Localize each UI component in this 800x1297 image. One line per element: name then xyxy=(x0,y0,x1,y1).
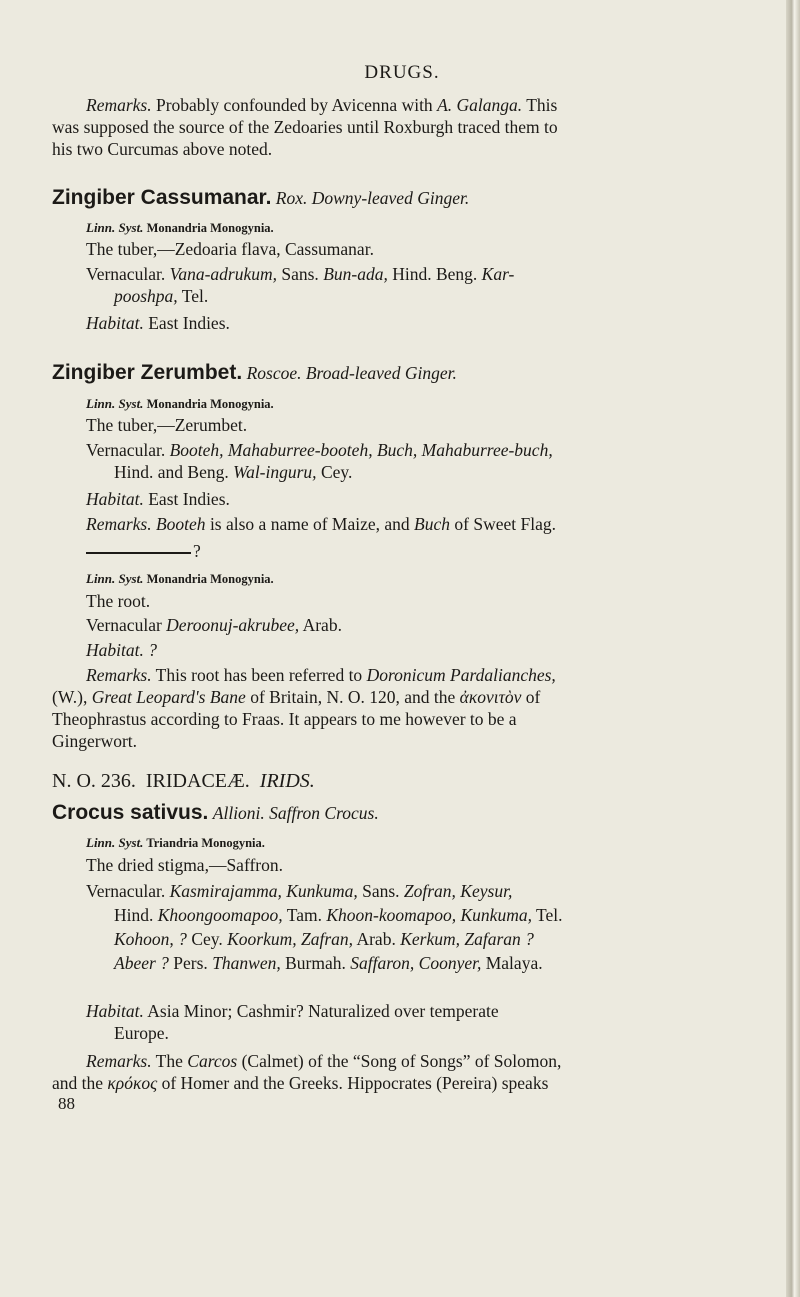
running-head: DRUGS. xyxy=(364,62,440,83)
species-heading-crocus: Crocus sativus. Allioni. Saffron Crocus. xyxy=(52,801,379,824)
linn-syst: Linn. Syst. Monandria Monogynia. xyxy=(86,571,274,586)
habitat: Habitat. Asia Minor; Cashmir? Naturalized over temperate Europe. xyxy=(86,1001,499,1043)
vernacular-names: Vernacular. Vana-adrukum, Sans. Bun-ada, Hind. Beng. Kar- pooshpa, Tel. xyxy=(86,264,515,306)
dash-rule xyxy=(86,552,191,554)
linn-syst: Linn. Syst. Triandria Monogynia. xyxy=(86,835,265,850)
vernacular-names: Vernacular Deroonuj-akrubee, Arab. xyxy=(86,615,342,635)
part-used: The tuber,—Zedoaria flava, Cassumanar. xyxy=(86,239,374,259)
remarks: Remarks. Booteh is also a name of Maize, and Buch of Sweet Flag. xyxy=(86,514,556,534)
habitat: Habitat. East Indies. xyxy=(86,313,230,333)
part-used: The root. xyxy=(86,591,151,611)
species-heading-unknown: ? xyxy=(52,540,786,562)
page-edge xyxy=(786,0,800,1297)
species-heading-zerumbet: Zingiber Zerumbet. Roscoe. Broad-leaved Ginger. xyxy=(52,361,457,384)
habitat: Habitat. East Indies. xyxy=(86,489,230,509)
linn-syst: Linn. Syst. Monandria Monogynia. xyxy=(86,220,274,235)
part-used: The tuber,—Zerumbet. xyxy=(86,415,248,435)
page-number: 88 xyxy=(58,1094,75,1113)
remarks: Remarks. The Carcos (Calmet) of the “Song of Songs” of Solomon, and the κρόκος of Homer and the Greeks. Hippocrates (Pereira) speaks xyxy=(52,1051,562,1093)
remarks: Remarks. This root has been referred to Doronicum Pardalianches, (W.), Great Leopard's Bane of Britain, N. O. 120, and the ἀκονιτὸν of Theophrastus according to Fraas. It appears to me however to be a Gingerwort. xyxy=(52,665,556,751)
remarks-galanga: Remarks. Probably confounded by Avicenna with A. Galanga. This was supposed the source of the Zedoaries until Roxburgh traced them to his two Curcumas above noted. xyxy=(52,95,558,159)
remarks-label: Remarks. xyxy=(86,95,152,115)
order-heading: N. O. 236. IRIDACEÆ. IRIDS. xyxy=(52,770,315,792)
vernacular-names: Vernacular. Booteh, Mahaburree-booteh, Buch, Mahaburree-buch, Hind. and Beng. Wal-inguru, Cey. xyxy=(86,440,553,482)
part-used: The dried stigma,—Saffron. xyxy=(86,855,283,875)
species-heading-cassumanar: Zingiber Cassumanar. Rox. Downy-leaved Ginger. xyxy=(52,186,470,209)
vernacular-names: Vernacular. Kasmirajamma, Kunkuma, Sans. Zofran, Keysur, Hind. Khoongoomapoo, Tam. Khoon-koomapoo, Kunkuma, Tel. Kohoon, ? Cey. Koorkum, Zafran, Arab. Kerkum, Zafaran ? Abeer ? Pers. Thanwen, Burmah. Saffaron, Coonyer, Malaya. xyxy=(86,881,563,973)
habitat: Habitat. ? xyxy=(86,640,157,660)
linn-syst: Linn. Syst. Monandria Monogynia. xyxy=(86,396,274,411)
